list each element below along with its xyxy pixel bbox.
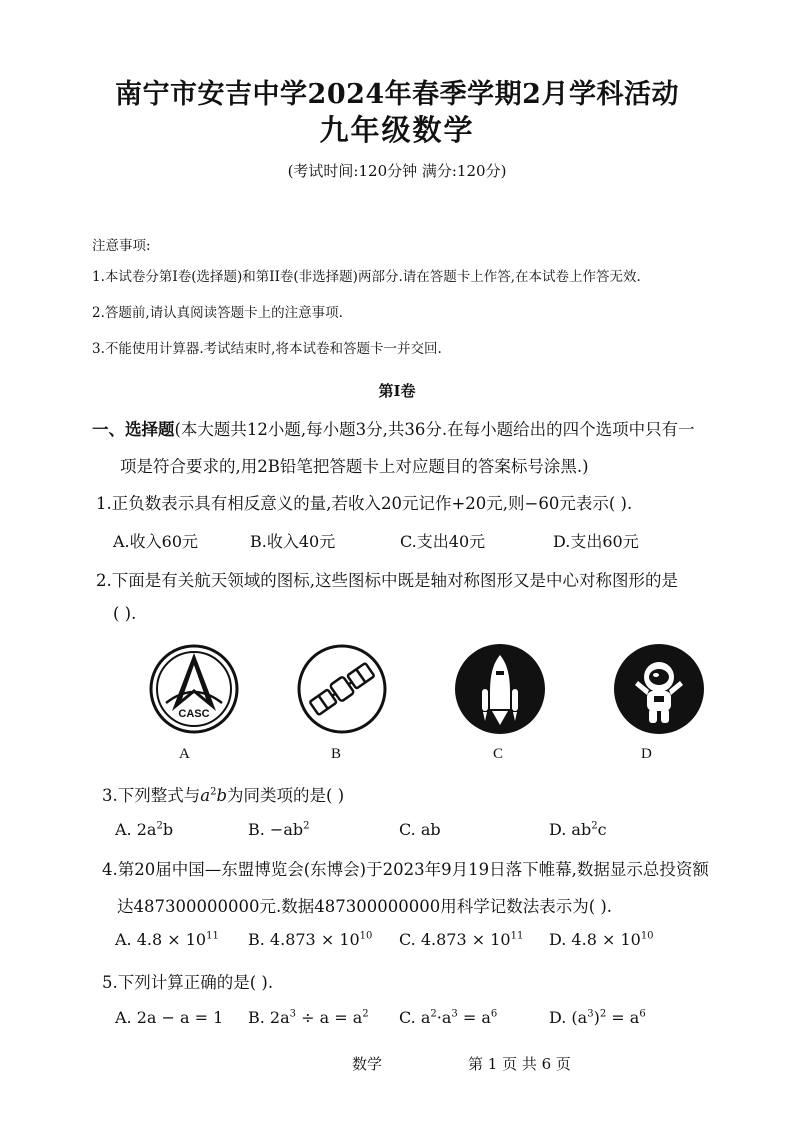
q3-expr-tail: b	[216, 786, 228, 805]
casc-logo-text: CASC	[178, 708, 210, 720]
option-d-figure	[611, 641, 707, 737]
question-4-stem-2: 达487300000000元.数据487300000000用科学记数法表示为( ).	[117, 897, 613, 916]
question-1-option-d: D.支出60元	[553, 532, 639, 551]
figure-label-a: A	[179, 746, 190, 762]
part-heading	[92, 416, 695, 440]
q3-expr-base: a	[200, 786, 211, 805]
question-4-option-b: B. $4.873 \times 10^{10}$	[248, 930, 373, 949]
question-1-option-c: C.支出40元	[400, 532, 486, 551]
question-3-option-c: C. ab	[399, 820, 441, 839]
question-3-option-b: B. $-ab^2$	[248, 820, 310, 839]
question-2-stem: 2.下面是有关航天领域的图标,这些图标中既是轴对称图形又是中心对称图形的是	[96, 571, 678, 590]
question-3-option-d: D. $ab^2c$	[549, 820, 607, 839]
exam-info: (考试时间:120分钟 满分:120分)	[287, 162, 507, 180]
option-c-figure	[452, 641, 548, 737]
astronaut-icon	[611, 641, 707, 737]
exam-title: 南宁市安吉中学2024年春季学期2月学科活动	[115, 79, 679, 110]
question-2-stem-2: ( ).	[113, 604, 137, 623]
question-5-option-b: B. $2a^3 \div a = a^2$	[248, 1008, 369, 1027]
footer-subject: 数学	[352, 1055, 383, 1073]
note-item-2: 2.答题前,请认真阅读答题卡上的注意事项.	[92, 305, 343, 321]
exam-subtitle: 九年级数学	[319, 113, 475, 147]
note-item-3: 3.不能使用计算器.考试结束时,将本试卷和答题卡一并交回.	[92, 341, 442, 357]
question-1-option-b: B.收入40元	[250, 532, 336, 551]
rocket-icon	[452, 641, 548, 737]
notes-heading: 注意事项:	[92, 238, 151, 254]
question-1-option-a: A.收入60元	[113, 532, 199, 551]
question-4-option-a: A. $4.8 \times 10^{11}$	[115, 930, 219, 949]
question-4-option-c: C. $4.873 \times 10^{11}$	[399, 930, 524, 949]
option-a-figure	[146, 641, 242, 737]
question-3-stem	[102, 782, 344, 806]
question-5-option-d: D. $(a^3)^2 = a^6$	[549, 1008, 646, 1027]
part-label: 一、选择题	[92, 420, 175, 439]
volume-title: 第Ⅰ卷	[378, 382, 416, 400]
q3-stem-post: 为同类项的是( )	[227, 786, 345, 805]
question-5-option-c: C. $a^2\cdot a^3 = a^6$	[399, 1008, 498, 1027]
q3-expr-exp: 2	[210, 786, 217, 798]
part-intro-2: 项是符合要求的,用2B铅笔把答题卡上对应题目的答案标号涂黑.)	[120, 457, 589, 476]
question-4-option-d: D. $4.8 \times 10^{10}$	[549, 930, 654, 949]
part-intro-1: (本大题共12小题,每小题3分,共36分.在每小题给出的四个选项中只有一	[174, 420, 695, 439]
figure-label-b: B	[331, 746, 342, 762]
note-item-1: 1.本试卷分第Ⅰ卷(选择题)和第ⅠⅠ卷(非选择题)两部分.请在答题卡上作答,在本试卷上作答无效.	[92, 269, 641, 285]
satellite-icon	[294, 641, 390, 737]
casc-logo-icon	[146, 641, 242, 737]
question-1-stem: 1.正负数表示具有相反意义的量,若收入20元记作+20元,则−60元表示( ).	[96, 494, 633, 513]
figure-label-d: D	[641, 746, 652, 762]
figure-label-c: C	[493, 746, 504, 762]
question-5-option-a: A. 2a − a = 1	[115, 1008, 224, 1027]
question-5-stem: 5.下列计算正确的是( ).	[102, 973, 274, 992]
question-3-option-a: A. $2a^2b$	[115, 820, 174, 839]
question-4-stem-1: 4.第20届中国—东盟博览会(东博会)于2023年9月19日落下帷幕,数据显示总投资额	[102, 860, 709, 879]
footer-page-number: 第 1 页 共 6 页	[468, 1055, 571, 1073]
q3-stem-pre: 3.下列整式与	[102, 786, 201, 805]
option-b-figure	[294, 641, 390, 737]
